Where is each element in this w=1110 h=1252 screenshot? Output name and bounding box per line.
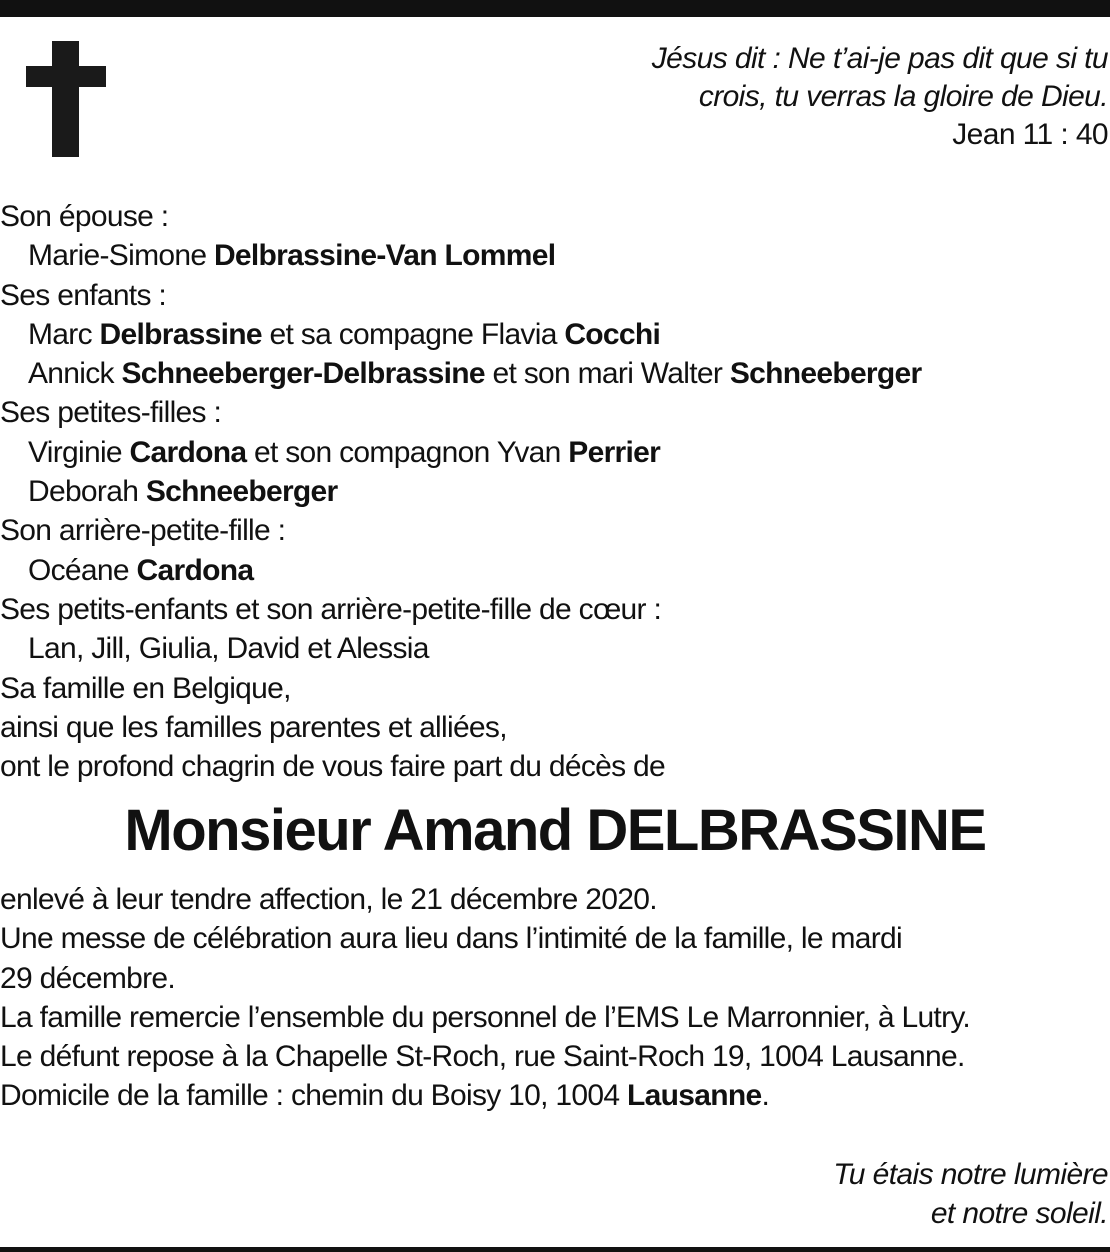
spouse-last-name: Delbrassine-Van Lommel <box>213 239 556 273</box>
closing-line-2: et notre soleil. <box>930 1197 1108 1230</box>
spouse-first-name: Marie-Simone <box>28 239 214 273</box>
spouse-entry <box>0 236 1108 275</box>
child-1-relation: et sa compagne Flavia <box>261 317 565 351</box>
granddaughter-2-last-name: Schneeberger <box>145 475 338 509</box>
relatives-line: ainsi que les familles parentes et alliées, <box>0 710 507 744</box>
domicile-city: Lausanne <box>627 1079 762 1113</box>
child-1-first-name: Marc <box>28 317 100 351</box>
closing-verse <box>608 1155 1108 1233</box>
latin-cross-icon <box>26 41 106 157</box>
verse-line-1: Jésus dit : Ne t’ai-je pas dit que si tu <box>651 42 1108 75</box>
deceased-name: Monsieur Amand DELBRASSINE <box>124 798 986 863</box>
cross-vertical-bar <box>52 41 79 157</box>
great-granddaughter-first-name: Océane <box>28 553 137 587</box>
details-line-6 <box>0 1076 1100 1115</box>
spouse-heading: Son épouse : <box>0 200 169 233</box>
announcement-line: ont le profond chagrin de vous faire part du décès de <box>0 750 666 784</box>
child-2-last-name: Schneeberger-Delbrassine <box>121 357 485 391</box>
bible-verse <box>488 40 1108 154</box>
domicile-text: Domicile de la famille : chemin du Boisy 10, 1004 <box>0 1079 627 1113</box>
child-2-partner-last-name: Schneeberger <box>729 357 922 391</box>
child-2-relation: et son mari Walter <box>484 357 730 391</box>
details-line-5: Le défunt repose à la Chapelle St-Roch, rue Saint-Roch 19, 1004 Lausanne. <box>0 1040 965 1074</box>
child-1-partner-last-name: Cocchi <box>564 317 661 351</box>
funeral-details <box>0 880 1100 1116</box>
bottom-rule <box>0 1247 1110 1252</box>
granddaughters-heading: Ses petites-filles : <box>0 396 222 430</box>
details-line-2: Une messe de célébration aura lieu dans l’intimité de la famille, le mardi <box>0 922 903 956</box>
child-entry-1 <box>0 315 1108 354</box>
domicile-period: . <box>761 1079 770 1113</box>
granddaughter-1-relation: et son compagnon Yvan <box>246 435 569 469</box>
details-line-3: 29 décembre. <box>0 961 176 995</box>
granddaughter-2-first-name: Deborah <box>28 475 146 509</box>
granddaughter-entry-1 <box>0 433 1108 472</box>
granddaughter-1-first-name: Virginie <box>28 435 130 469</box>
heart-relatives-heading: Ses petits-enfants et son arrière-petite-fille de cœur : <box>0 592 662 626</box>
granddaughter-1-partner-last-name: Perrier <box>568 435 661 469</box>
granddaughter-entry-2 <box>0 472 1108 511</box>
great-granddaughter-last-name: Cardona <box>136 553 254 587</box>
heart-relatives-names: Lan, Jill, Giulia, David et Alessia <box>28 632 429 666</box>
details-line-1: enlevé à leur tendre affection, le 21 décembre 2020. <box>0 883 657 916</box>
child-2-first-name: Annick <box>28 357 122 391</box>
cross-horizontal-bar <box>26 66 106 87</box>
granddaughter-1-last-name: Cardona <box>129 435 247 469</box>
child-entry-2 <box>0 354 1108 393</box>
children-heading: Ses enfants : <box>0 278 167 312</box>
verse-line-2: crois, tu verras la gloire de Dieu. <box>698 80 1108 113</box>
details-line-4: La famille remercie l’ensemble du personnel de l’EMS Le Marronnier, à Lutry. <box>0 1000 971 1034</box>
verse-reference: Jean 11 : 40 <box>952 118 1108 151</box>
child-1-last-name: Delbrassine <box>99 317 262 351</box>
belgium-family-line: Sa famille en Belgique, <box>0 671 291 705</box>
top-rule <box>0 0 1110 17</box>
great-granddaughter-heading: Son arrière-petite-fille : <box>0 514 286 548</box>
great-granddaughter-entry <box>0 551 1108 590</box>
closing-line-1: Tu étais notre lumière <box>833 1158 1108 1191</box>
family-list <box>0 197 1108 786</box>
